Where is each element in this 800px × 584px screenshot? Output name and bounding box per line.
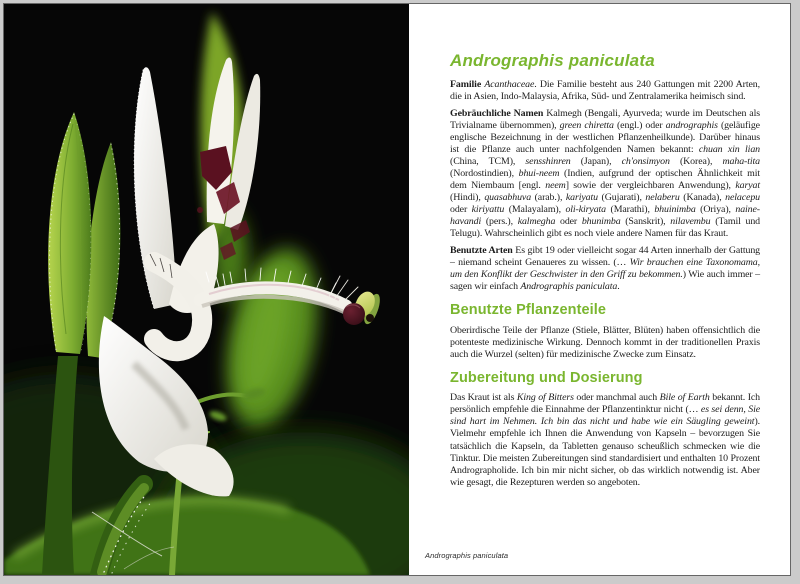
text-segment: oli-kiryata <box>565 204 607 216</box>
text-segment: maha-tita <box>722 155 760 167</box>
text-segment: nelaberu <box>645 192 680 204</box>
paragraph <box>450 79 760 103</box>
section-heading: Zubereitung und Dosierung <box>450 369 643 386</box>
text-segment: . <box>617 281 620 293</box>
text-segment: sensshinren <box>525 155 571 167</box>
text-segment: Acanthaceae <box>484 78 535 90</box>
text-segment: kariyatu <box>565 192 598 204</box>
text-segment: Wir brauchen eine Taxonomama, um den Konflikt der Geschwister in den Griff zu bekommen. <box>450 257 760 281</box>
text-segment: Oberirdische Teile der Pflanze (Stiele, Blätter, Blüten) haben offensichtlich die potenteste medizinische Wirkung. Dennoch kommt in der traditionellen Praxis auch die Wurzel (selten) für medizinische Zwecke zum Einsatz. <box>450 324 760 360</box>
text-segment: ) Wie auch immer – sagen wir einfach <box>450 269 760 293</box>
text-segment: (engl.) oder <box>613 119 666 131</box>
text-segment: bhunimba <box>581 216 621 228</box>
text-segment: neem <box>545 180 566 192</box>
article <box>450 52 760 493</box>
page-title: Andrographis paniculata <box>450 51 655 70</box>
paragraph <box>450 392 760 489</box>
text-segment: green chiretta <box>559 119 614 131</box>
paragraph <box>450 245 760 293</box>
text-segment: (Korea), <box>669 155 723 167</box>
text-segment: andrographis <box>665 119 718 131</box>
text-segment: nilavembu <box>670 216 711 228</box>
text-segment: Bile of Earth <box>659 392 710 404</box>
text-segment: (Hindi), <box>450 192 485 204</box>
text-segment: ). Vielmehr empfehle ich Ihnen die Anwendung von Kapseln – bevorzugen Sie tatsächlich die Kapseln, da Tabletten genauso scheußlich schmecken wie die Tinktur. Die meisten Zubereitungen sind standardisiert und enthalten 10 Prozent Andrographolide. Ich bin mir nicht sicher, ob das wirklich notwendig ist. Aber wie gesagt, die Rezepturen werden so angeboten. <box>450 416 760 488</box>
text-segment: (Tamil und Telugu). Wahrscheinlich gibt es noch viele andere Namen für das Kraut. <box>450 216 760 240</box>
text-segment: oder manchmal auch <box>573 392 660 404</box>
text-segment: (Kanada), <box>679 192 726 204</box>
text-segment: Gebräuchliche Namen <box>450 107 544 119</box>
text-segment: (pers.), <box>481 216 518 228</box>
text-segment: (Japan), <box>570 155 622 167</box>
text-segment: ch'onsimyon <box>621 155 670 167</box>
text-segment: Es gibt 19 oder vielleicht sogar 44 Arten innerhalb der Gattung – niemand scheint Genaueres zu wissen. (… <box>450 245 760 269</box>
text-segment: (Oriya), <box>695 204 736 216</box>
paragraph <box>450 108 760 241</box>
book-page-spread <box>3 3 791 576</box>
text-segment: kalmegha <box>517 216 556 228</box>
text-segment: ] sowie der vergleichbaren Anwendung), <box>565 180 736 192</box>
text-segment: (Indien, aufgrund der optischen Ähnlichkeit mit dem Niembaum [engl. <box>450 168 760 192</box>
text-segment: Benutzte Arten <box>450 245 513 257</box>
text-segment: nelacepu <box>725 192 760 204</box>
text-segment: oder <box>555 216 582 228</box>
text-segment: Das Kraut ist als <box>450 392 517 404</box>
section-heading: Benutzte Pflanzenteile <box>450 302 607 319</box>
text-segment: (geläufige englische Bezeichnung in der westlichen Pflanzenheilkunde). Darüber hinaus ist die Pflanze auch unter nachfolgenden Namen bekannt: <box>450 119 760 155</box>
text-segment: oder <box>450 204 472 216</box>
text-segment: (Marathi), <box>606 204 655 216</box>
text-segment: naine-havandi <box>450 204 760 228</box>
text-segment: Kalmegh (Bengali, Ayurveda; wurde im Deutschen als Trivialname übernommen), <box>450 107 760 131</box>
article-body <box>450 79 760 489</box>
text-segment: . Die Familie besteht aus 240 Gattungen mit 2200 Arten, die in Asien, Indo-Malaysia, Afrika, Süd- und Zentralamerika heimisch sind. <box>450 78 760 102</box>
plant-photo-illustration <box>4 4 409 575</box>
text-segment: (Malayalam), <box>504 204 566 216</box>
text-segment: chuan xin lian <box>698 143 760 155</box>
text-segment: bhui-neem <box>518 168 560 179</box>
running-footer: Andrographis paniculata <box>425 551 509 560</box>
text-segment: quasabhuva <box>484 192 532 204</box>
text-segment: (Nordostindien), <box>450 168 519 179</box>
text-segment: kiriyattu <box>471 204 505 216</box>
text-segment: bhuinimba <box>654 204 696 216</box>
text-segment: Familie <box>450 78 482 90</box>
text-segment: bekannt. Ich persönlich empfehle die Einnahme der Pflanzentinktur nicht (… <box>450 392 761 416</box>
text-segment: (Gujarati), <box>597 192 646 204</box>
text-segment: es sei denn, Sie sind hart im Nehmen. Ich bin das nicht und habe wie ein Säugling geweint <box>450 404 761 428</box>
plant-photo <box>4 4 409 575</box>
text-segment: (China, TCM), <box>450 155 526 167</box>
text-segment: karyat <box>735 180 761 192</box>
text-segment: King of Bitters <box>516 392 574 404</box>
text-segment: (arab.), <box>531 192 566 204</box>
text-segment: Andrographis paniculata <box>520 281 618 293</box>
text-segment: (Sanskrit), <box>620 216 671 228</box>
paragraph <box>450 325 760 361</box>
